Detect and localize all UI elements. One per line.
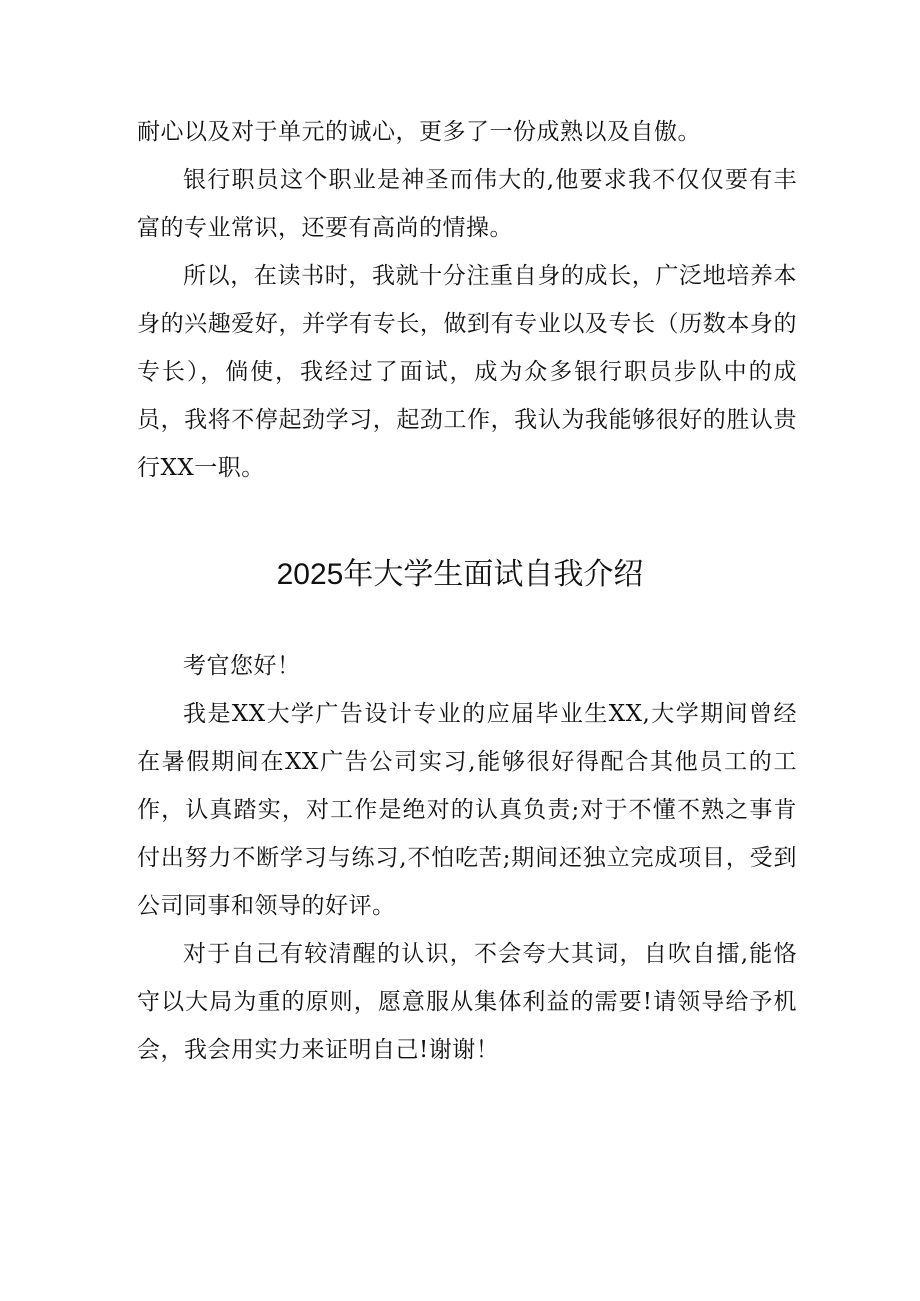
paragraph-growth: 所以，在读书时，我就十分注重自身的成长，广泛地培养本身的兴趣爱好，并学有专长，做到有专业以及专长（历数本身的专长），倘使，我经过了面试，成为众多银行职员步队中的成员，我将不停起劲学习，起劲工作，我认为我能够很好的胜认贵行XX一职。: [137, 263, 797, 481]
paragraph-introduction: 我是XX大学广告设计专业的应届毕业生XX,大学期间曾经在暑假期间在XX广告公司实习,能够很好得配合其他员工的工作，认真踏实，对工作是绝对的认真负责;对于不懂不熟之事肯付出努力不断学习与练习,不怕吃苦;期间还独立完成项目，受到公司同事和领导的好评。: [137, 701, 797, 919]
paragraph-greeting: 考官您好！: [183, 653, 301, 679]
paragraph-closing: 对于自己有较清醒的认识，不会夸大其词，自吹自擂,能恪守以大局为重的原则，愿意服从集体利益的需要!请领导给予机会，我会用实力来证明自己!谢谢！: [137, 941, 797, 1063]
article-title: 2025年大学生面试自我介绍: [276, 558, 644, 591]
article-body: [137, 642, 797, 1074]
paragraph-continuation: 耐心以及对于单元的诚心，更多了一份成熟以及自傲。: [137, 119, 701, 145]
paragraph-bank-career: 银行职员这个职业是神圣而伟大的,他要求我不仅仅要有丰富的专业常识，还要有高尚的情操。: [137, 167, 797, 241]
continued-section: [137, 108, 797, 492]
